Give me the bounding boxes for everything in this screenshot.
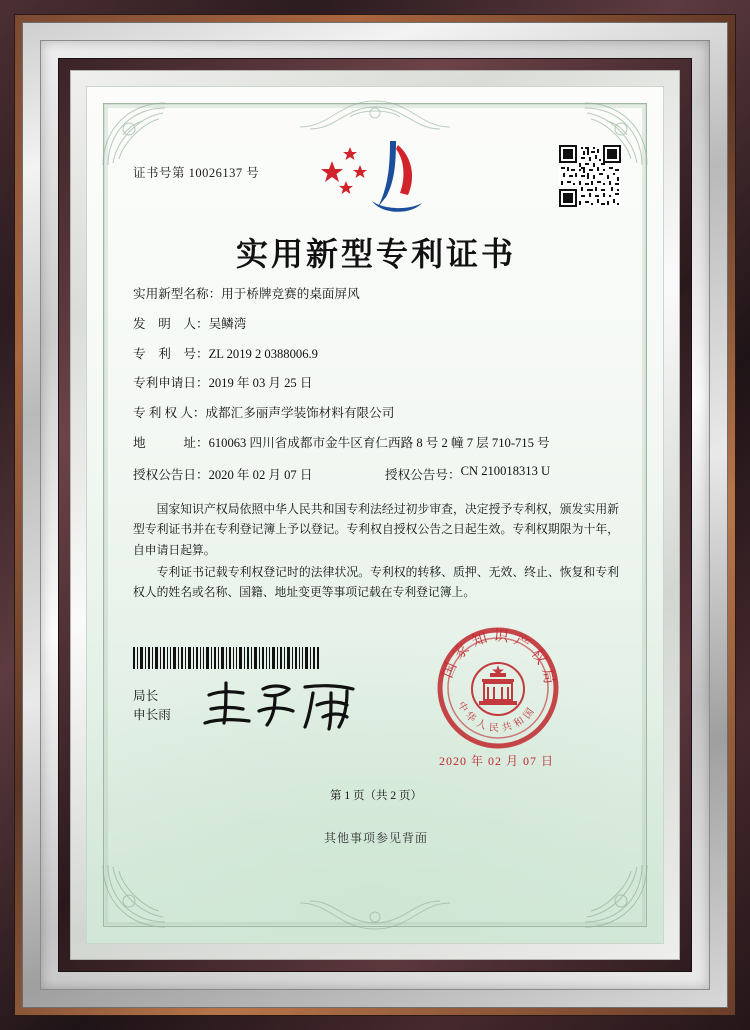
field-row-patent-no	[133, 345, 619, 363]
official-seal-icon	[427, 617, 569, 759]
certificate-number: 证书号第 10026137 号	[133, 166, 260, 180]
field-label: 专利申请日：	[133, 376, 209, 391]
field-value: 用于桥牌竞赛的桌面屏风	[221, 287, 360, 301]
svg-text:中华人民共和国: 中华人民共和国	[454, 699, 539, 735]
field-row-grant	[133, 464, 619, 483]
field-row-inventor	[133, 315, 619, 333]
field-value: 成都汇多丽声学装饰材料有限公司	[205, 406, 395, 420]
director-name: 申长雨	[133, 707, 171, 722]
field-value: 610063 四川省成都市金牛区育仁西路 8 号 2 幢 7 层 710-715 号	[208, 435, 550, 450]
grant-date-group	[133, 464, 385, 483]
field-row-name	[133, 285, 619, 303]
field-label: 专 利 权 人：	[133, 406, 206, 420]
grant-date-label: 授权公告日：	[133, 467, 209, 482]
grant-date-value: 2020 年 02 月 07 日	[208, 467, 313, 482]
field-value: 2019 年 03 月 25 日	[208, 376, 313, 391]
certificate-content	[87, 87, 664, 944]
director-label: 局长	[133, 689, 159, 703]
director-block	[133, 687, 171, 725]
grant-number-value: CN 210018313 U	[460, 463, 551, 478]
field-row-patentee	[133, 404, 619, 422]
page-title: 实用新型专利证书	[235, 235, 516, 273]
seal-date: 2020 年 02 月 07 日	[439, 754, 555, 768]
footnote: 其他事项参见背面	[323, 831, 428, 845]
field-value: ZL 2019 2 0388006.9	[208, 346, 318, 361]
field-label: 发 明 人：	[133, 316, 209, 331]
grant-number-label: 授权公告号：	[385, 467, 461, 482]
page-number: 第 1 页（共 2 页）	[330, 790, 422, 802]
body-paragraph: 国家知识产权局依照中华人民共和国专利法经过初步审查，决定授予专利权，颁发实用新型专利证书并在专利登记簿上予以登记。专利权自授权公告之日起生效。专利权期限为十年，自申请日起算。	[133, 502, 619, 557]
cnipa-logo-icon	[316, 135, 436, 219]
field-list	[133, 285, 619, 494]
field-label: 地 址：	[133, 435, 209, 450]
field-label: 实用新型名称：	[133, 287, 222, 301]
signature-icon	[197, 675, 377, 735]
svg-text:国家知识产权局: 国家知识产权局	[437, 626, 560, 691]
qr-code-icon	[559, 145, 621, 207]
field-value: 吴鳞湾	[208, 316, 247, 331]
field-row-application-date	[133, 374, 619, 392]
field-label: 专 利 号：	[133, 346, 209, 361]
field-row-address	[133, 434, 619, 452]
body-text	[133, 499, 619, 604]
grant-number-group	[385, 464, 550, 483]
certificate-paper	[86, 86, 664, 944]
body-paragraph: 专利证书记载专利权登记时的法律状况。专利权的转移、质押、无效、终止、恢复和专利权人的姓名或名称、国籍、地址变更等事项记载在专利登记簿上。	[133, 564, 619, 600]
barcode-icon	[133, 647, 319, 669]
